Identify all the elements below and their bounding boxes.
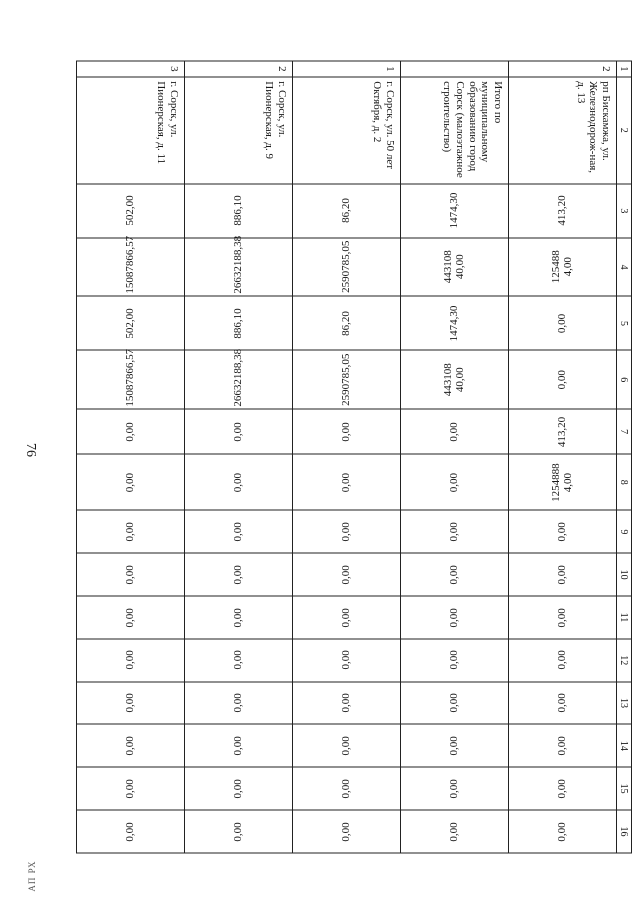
column-number: 16 xyxy=(617,810,632,853)
value-cell: 413,20 xyxy=(509,183,617,237)
value-cell: 0,00 xyxy=(401,724,509,767)
value-cell: 0,00 xyxy=(401,596,509,639)
value-cell: 1474,30 xyxy=(401,183,509,237)
value-cell: 86,20 xyxy=(293,183,401,237)
table-row xyxy=(185,61,293,853)
value-cell: 15087866,57 xyxy=(77,350,185,409)
value-cell: 0,00 xyxy=(293,724,401,767)
value-cell: 0,00 xyxy=(77,681,185,724)
page-number: 76 xyxy=(23,443,38,457)
value-cell: 1474,30 xyxy=(401,296,509,350)
value-cell: 125488 4,00 xyxy=(509,237,617,296)
row-index xyxy=(401,61,509,77)
value-cell: 0,00 xyxy=(77,724,185,767)
value-cell: 0,00 xyxy=(293,409,401,454)
value-cell: 0,00 xyxy=(185,810,293,853)
value-cell: 86,20 xyxy=(293,296,401,350)
value-cell: 0,00 xyxy=(293,510,401,553)
value-cell: 0,00 xyxy=(401,510,509,553)
value-cell: 413,20 xyxy=(509,409,617,454)
column-number: 13 xyxy=(617,681,632,724)
row-index: 1 xyxy=(293,61,401,77)
value-cell: 0,00 xyxy=(293,681,401,724)
column-number: 6 xyxy=(617,350,632,409)
archive-stamp: АП РХ xyxy=(27,860,37,892)
value-cell: 0,00 xyxy=(401,767,509,810)
value-cell: 2590785,05 xyxy=(293,350,401,409)
value-cell: 0,00 xyxy=(401,810,509,853)
value-cell: 0,00 xyxy=(185,638,293,681)
column-number: 8 xyxy=(617,454,632,510)
value-cell: 15087866,57 xyxy=(77,237,185,296)
address-cell: Итого по муниципальному образованию город Сорск (малоэтажное строительство) xyxy=(401,76,509,183)
table-row xyxy=(401,61,509,853)
column-number: 7 xyxy=(617,409,632,454)
value-cell: 0,00 xyxy=(185,596,293,639)
value-cell: 0,00 xyxy=(509,296,617,350)
value-cell: 0,00 xyxy=(185,454,293,510)
value-cell: 0,00 xyxy=(77,810,185,853)
column-number: 3 xyxy=(617,183,632,237)
value-cell: 0,00 xyxy=(293,810,401,853)
column-number: 9 xyxy=(617,510,632,553)
value-cell: 0,00 xyxy=(401,553,509,596)
value-cell: 0,00 xyxy=(77,767,185,810)
value-cell: 502,00 xyxy=(77,183,185,237)
column-number: 15 xyxy=(617,767,632,810)
column-number: 5 xyxy=(617,296,632,350)
value-cell: 0,00 xyxy=(77,454,185,510)
value-cell: 0,00 xyxy=(509,350,617,409)
value-cell: 0,00 xyxy=(185,553,293,596)
row-index: 2 xyxy=(185,61,293,77)
value-cell: 443108 40,00 xyxy=(401,237,509,296)
table-row xyxy=(509,61,617,853)
row-index: 2 xyxy=(509,61,617,77)
column-number: 10 xyxy=(617,553,632,596)
value-cell: 0,00 xyxy=(293,638,401,681)
value-cell: 0,00 xyxy=(185,681,293,724)
column-number: 14 xyxy=(617,724,632,767)
address-cell: г. Сорск, ул. Пионерская, д. 11 xyxy=(77,76,185,183)
value-cell: 0,00 xyxy=(509,724,617,767)
value-cell: 0,00 xyxy=(509,681,617,724)
value-cell: 0,00 xyxy=(77,510,185,553)
value-cell: 26632188,38 xyxy=(185,237,293,296)
column-number: 11 xyxy=(617,596,632,639)
value-cell: 2590785,05 xyxy=(293,237,401,296)
value-cell: 0,00 xyxy=(185,767,293,810)
value-cell: 0,00 xyxy=(293,454,401,510)
value-cell: 0,00 xyxy=(77,553,185,596)
value-cell: 0,00 xyxy=(401,454,509,510)
row-index: 3 xyxy=(77,61,185,77)
address-cell: г. Сорск, ул. Пионерская, д. 9 xyxy=(185,76,293,183)
value-cell: 0,00 xyxy=(293,767,401,810)
column-number: 1 xyxy=(617,61,632,77)
value-cell: 886,10 xyxy=(185,296,293,350)
value-cell: 26632188,38 xyxy=(185,350,293,409)
column-number-row xyxy=(617,61,632,853)
value-cell: 0,00 xyxy=(509,810,617,853)
value-cell: 0,00 xyxy=(509,510,617,553)
table-row xyxy=(293,61,401,853)
value-cell: 502,00 xyxy=(77,296,185,350)
table-container xyxy=(88,60,630,853)
value-cell: 0,00 xyxy=(77,596,185,639)
value-cell: 0,00 xyxy=(77,638,185,681)
value-cell: 0,00 xyxy=(509,596,617,639)
value-cell: 886,10 xyxy=(185,183,293,237)
value-cell: 0,00 xyxy=(509,553,617,596)
column-number: 4 xyxy=(617,237,632,296)
column-number: 12 xyxy=(617,638,632,681)
value-cell: 0,00 xyxy=(185,409,293,454)
column-number: 2 xyxy=(617,76,632,183)
value-cell: 0,00 xyxy=(185,724,293,767)
value-cell: 0,00 xyxy=(509,767,617,810)
value-cell: 0,00 xyxy=(509,638,617,681)
value-cell: 0,00 xyxy=(293,596,401,639)
value-cell: 0,00 xyxy=(77,409,185,454)
value-cell: 0,00 xyxy=(293,553,401,596)
data-table xyxy=(76,60,632,853)
address-cell: рп Бискамжа, ул. Железнодорож-ная, д. 13 xyxy=(509,76,617,183)
address-cell: г. Сорск, ул. 50 лет Октября, д. 2 xyxy=(293,76,401,183)
value-cell: 443108 40,00 xyxy=(401,350,509,409)
value-cell: 0,00 xyxy=(401,638,509,681)
table-row xyxy=(77,61,185,853)
value-cell: 0,00 xyxy=(401,681,509,724)
value-cell: 0,00 xyxy=(185,510,293,553)
value-cell: 0,00 xyxy=(401,409,509,454)
value-cell: 1254888 4,00 xyxy=(509,454,617,510)
